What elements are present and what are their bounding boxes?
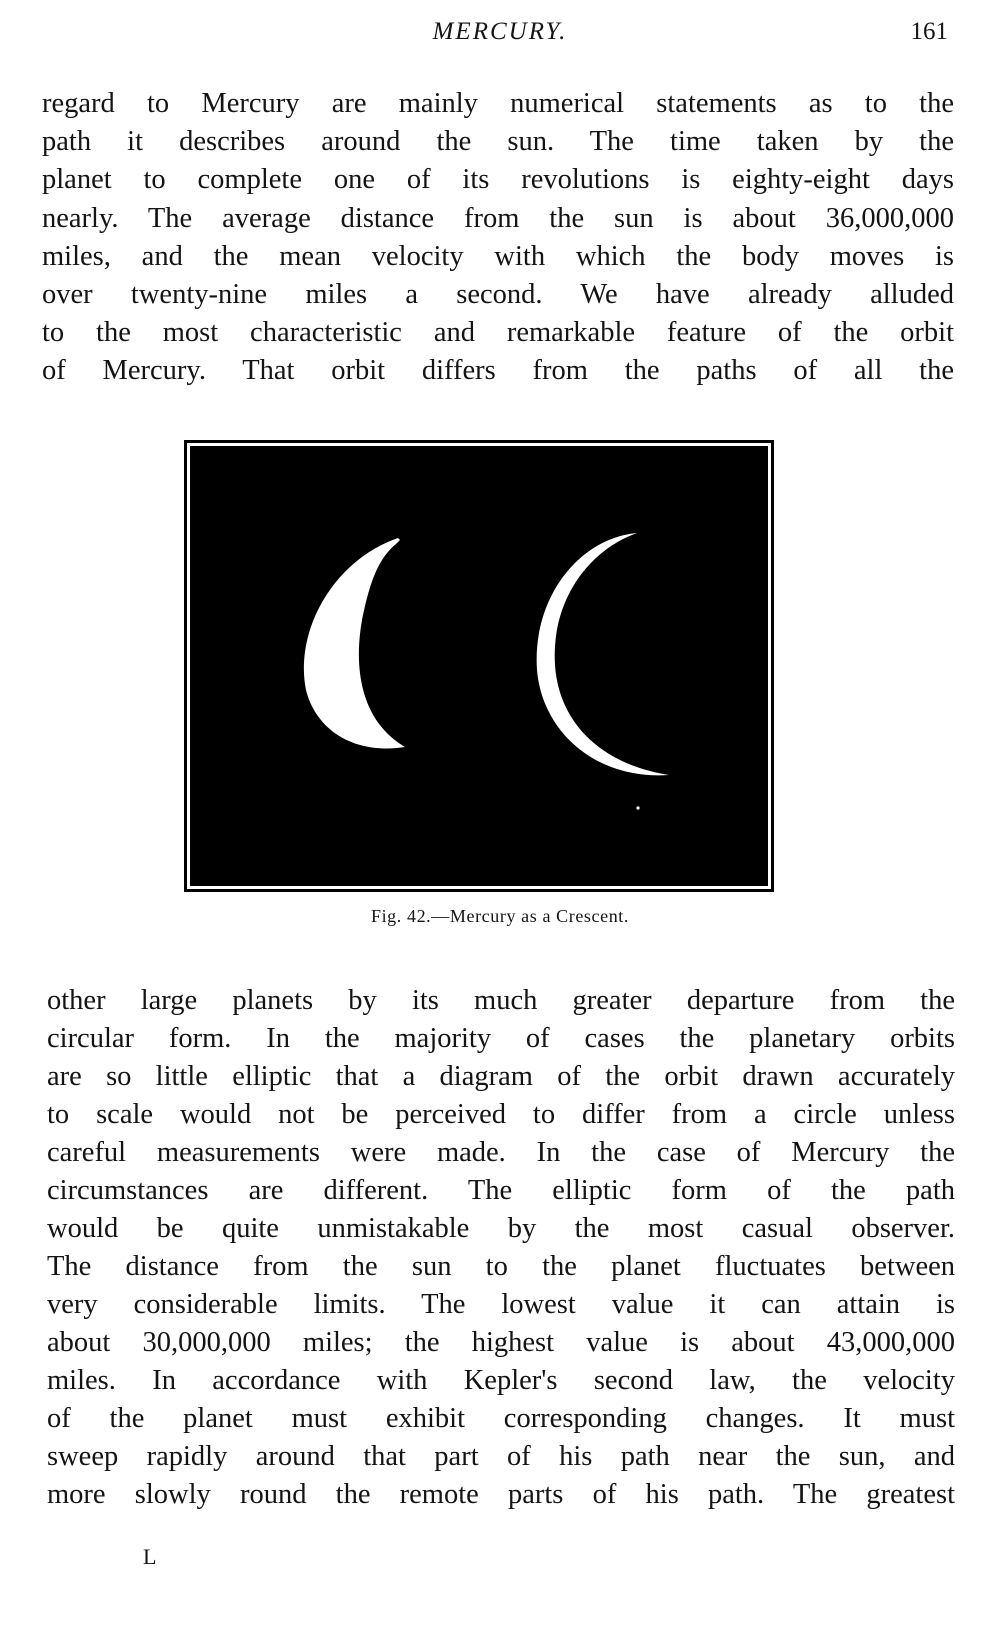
figure-mercury-crescent	[184, 440, 774, 892]
text-line: over twenty-nine miles a second. We have already alluded	[42, 279, 954, 311]
paragraph-top	[42, 85, 954, 391]
paragraph-bottom	[47, 982, 955, 1514]
text-line: more slowly round the remote parts of his path. The greatest	[47, 1479, 955, 1510]
text-line: of the planet must exhibit corresponding changes. It must	[47, 1403, 955, 1434]
text-line: nearly. The average distance from the sun is about 36,000,000	[42, 202, 954, 234]
running-head	[0, 18, 1000, 54]
star-speck	[636, 806, 639, 809]
running-title: MERCURY.	[432, 18, 568, 45]
page-number: 161	[910, 18, 948, 45]
text-line: to the most characteristic and remarkable feature of the orbit	[42, 317, 954, 349]
text-line: regard to Mercury are mainly numerical statements as to the	[42, 88, 954, 119]
text-line: The distance from the sun to the planet fluctuates between	[47, 1251, 955, 1282]
text-line: miles. In accordance with Kepler's second law, the velocity	[47, 1365, 955, 1396]
text-line: about 30,000,000 miles; the highest value is about 43,000,000	[47, 1327, 955, 1358]
text-line: circular form. In the majority of cases the planetary orbits	[47, 1023, 955, 1054]
figure-background	[190, 446, 768, 886]
text-line: planet to complete one of its revolutions is eighty-eight days	[42, 164, 954, 196]
text-line: circumstances are different. The elliptic form of the path	[47, 1175, 955, 1206]
figure-illustration	[184, 440, 774, 892]
text-line: other large planets by its much greater departure from the	[47, 985, 955, 1016]
text-line: sweep rapidly around that part of his path near the sun, and	[47, 1441, 955, 1472]
text-line: path it describes around the sun. The time taken by the	[42, 126, 954, 158]
text-line: very considerable limits. The lowest value it can attain is	[47, 1289, 955, 1320]
text-line: would be quite unmistakable by the most casual observer.	[47, 1213, 955, 1244]
figure-caption: Fig. 42.—Mercury as a Crescent.	[370, 906, 630, 926]
signature-mark: L	[143, 1544, 157, 1569]
text-line: miles, and the mean velocity with which the body moves is	[42, 240, 954, 272]
text-line: to scale would not be perceived to differ from a circle unless	[47, 1099, 955, 1130]
text-line: careful measurements were made. In the case of Mercury the	[47, 1137, 955, 1168]
text-line: of Mercury. That orbit differs from the paths of all the	[42, 355, 954, 387]
text-line: are so little elliptic that a diagram of the orbit drawn accurately	[47, 1061, 955, 1092]
